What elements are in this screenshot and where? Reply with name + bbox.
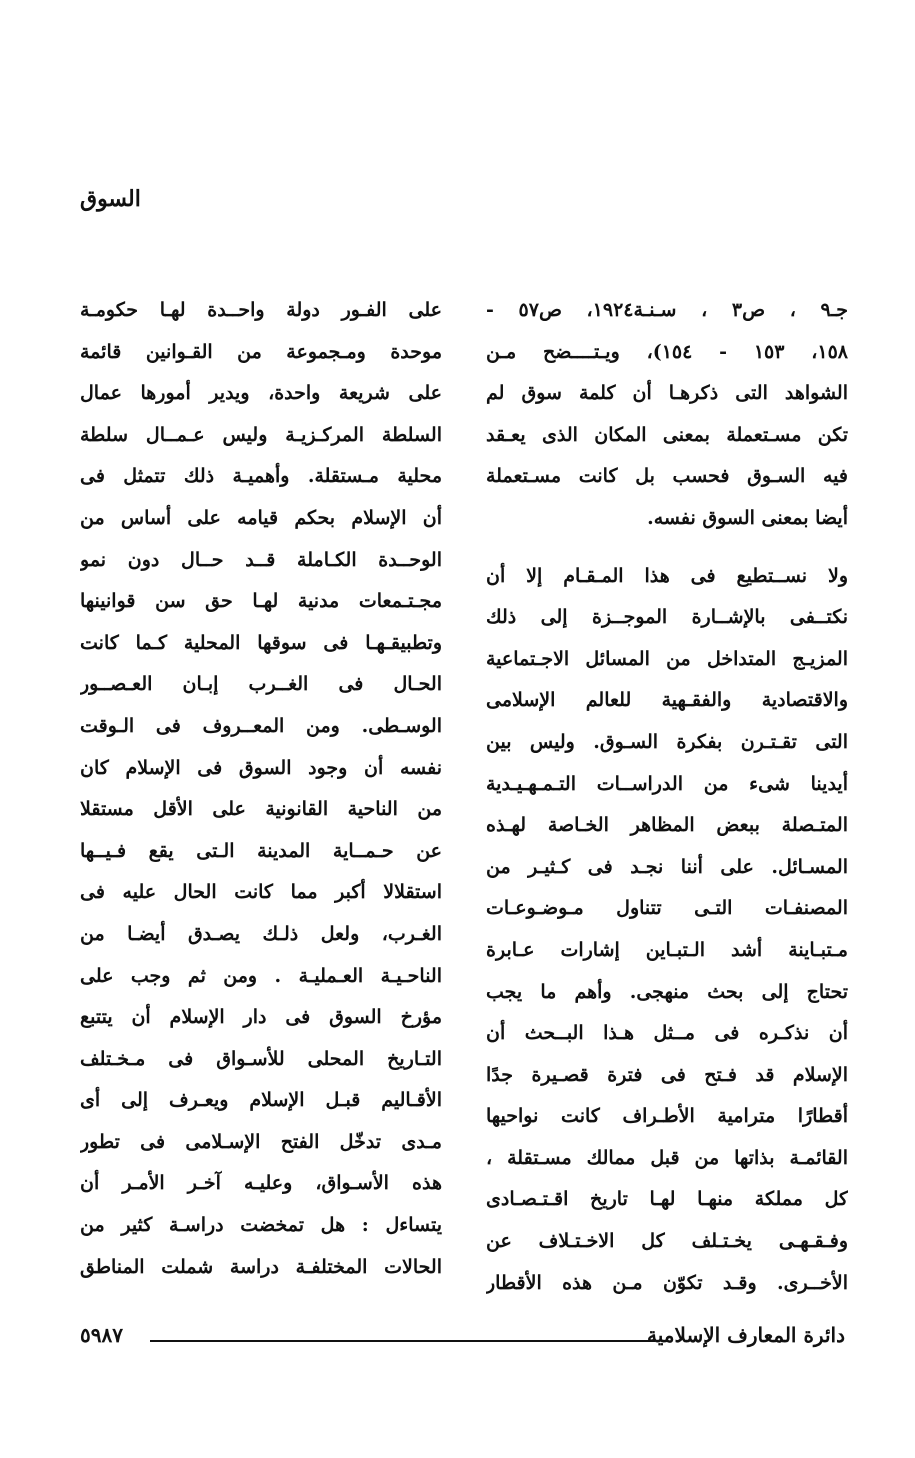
text-line: تكن مسـتعملة بمعنى المكان الذى يعـقد <box>486 423 848 446</box>
text-line: الحـال فى الغــرب إبـان العـصــور <box>80 673 442 696</box>
paragraph <box>486 290 848 540</box>
paragraph <box>80 290 442 1288</box>
text-line: موحدة ومـجموعة من القـوانين قائمة <box>80 340 442 363</box>
text-line: هذه الأسـواق، وعليـه آخـر الأمـر أن <box>80 1172 442 1195</box>
publication-title: دائرة المعارف الإسلامية <box>647 1323 845 1347</box>
text-line: المزيـج المتداخل من المسائل الاجـتماعية <box>486 647 848 670</box>
text-line: ولا نســتطيع فى هذا المـقـام إلا أن <box>486 564 848 587</box>
page-number: ٥٩٨٧ <box>80 1323 123 1347</box>
text-line: من الناحية القانونية على الأقل مستقلا <box>80 798 442 821</box>
text-line: أن الإسلام بحكم قيامه على أساس من <box>80 506 442 529</box>
paragraph <box>486 556 848 1305</box>
text-line: أيدينا شىء من الدراســات التـمـهـيـدية <box>486 772 848 795</box>
text-line: التـاريخ المحلى للأسـواق فى مـخـتلف <box>80 1047 442 1070</box>
paragraph-gap <box>486 540 848 556</box>
text-line: المصنفـات التـى تتناول مـوضـوعـات <box>486 897 848 920</box>
text-line: والاقتصادية والفقـهية للعالم الإسلامى <box>486 689 848 712</box>
page-footer <box>80 1320 845 1350</box>
text-line: على الفـور دولة واحــدة لهـا حكومـة <box>80 299 442 321</box>
left-column <box>80 290 442 1288</box>
text-line: الناحـيـة العـمليـة . ومن ثم وجب على <box>80 964 442 987</box>
text-line: ١٥٨، ١٥٣ - ١٥٤)، ويـتــــضح مـن <box>486 340 848 363</box>
text-line: المسـائل. على أننا نجـد فى كـثيـر من <box>486 855 848 878</box>
text-line: مجـتـمعات مدنية لهـا حق سن قوانينها <box>80 590 442 613</box>
text-line: الإسلام قد فـتح فى فترة قصـيرة جدًا <box>486 1063 848 1086</box>
text-line: الوسـطى. ومن المعــروف فى الـوقت <box>80 714 442 737</box>
text-line: مـتبـاينة أشد الـتبـاين إشارات عـابرة <box>486 938 848 961</box>
text-line: على شريعة واحدة، ويدير أمورها عمال <box>80 382 442 405</box>
text-line: جـ٩ ، ص٣ ، سـنـة١٩٢٤، ص٥٧ - <box>486 299 848 321</box>
text-line: الأخــرى. وقـد تكوّن مـن هذه الأقطار <box>486 1271 848 1294</box>
text-line: المتـصلة ببعض المظاهر الخـاصة لهـذه <box>486 814 848 837</box>
text-line: استقلالا أكبر مما كانت الحال عليه فى <box>80 881 442 904</box>
text-line: الأقـاليم قبـل الإسلام ويعـرف إلى أى <box>80 1089 442 1112</box>
text-line: كل مملكة منهـا لهـا تاريخ اقـتـصـادى <box>486 1188 848 1211</box>
text-line: الشواهد التى ذكرهـا أن كلمة سوق لم <box>486 382 848 405</box>
text-line: القائمـة بذاتها من قبل ممالك مسـتقلة ، <box>486 1146 848 1169</box>
text-line: السلطة المركـزيـة وليس عـمــال سلطة <box>80 423 442 446</box>
text-line: أيضا بمعنى السوق نفسه. <box>647 506 848 529</box>
text-line: يتساءل : هل تمخضت دراسـة كثير من <box>80 1214 442 1237</box>
text-line: نفسه أن وجود السوق فى الإسلام كان <box>80 756 442 779</box>
text-line: وفـقـهـى يخـتـلف كل الاخـتـلاف عن <box>486 1230 848 1253</box>
running-head: السوق <box>80 186 141 212</box>
text-line: نكتــفى بالإشــارة الموجــزة إلى ذلك <box>486 606 848 629</box>
text-line: الحالات المختلفـة دراسة شملت المناطق <box>80 1255 442 1278</box>
text-line: وتطبيقـهـا فى سوقها المحلية كـما كانت <box>80 631 442 654</box>
text-line: أن نذكـره فى مــثل هـذا البــحث أن <box>486 1022 848 1045</box>
text-line: الغـرب، ولعل ذلـك يصـدق أيضـا من <box>80 922 442 945</box>
text-line: تحتاج إلى بحث منهجى. وأهم ما يجب <box>486 980 848 1003</box>
text-line: عن حـمــاية المدينة الـتى يقع فـيــها <box>80 839 442 862</box>
text-line: أقطارًا مترامية الأطـراف كانت نواحيها <box>486 1105 848 1128</box>
right-column <box>486 290 848 1304</box>
text-line: مؤرخ السوق فى دار الإسلام أن يتتبع <box>80 1006 442 1029</box>
text-line: محلية مـستقلة. وأهميـة ذلك تتمثل فى <box>80 465 442 488</box>
text-line: الوحــدة الكـاملة قــد حــال دون نمو <box>80 548 442 571</box>
text-line: التى تقـتـرن بفكرة السـوق. وليس بين <box>486 730 848 753</box>
text-line: مـدى تدخّل الفتح الإسـلامى فى تطور <box>80 1130 442 1153</box>
text-line: فيه السـوق فحسب بل كانت مسـتعملة <box>486 465 848 488</box>
footer-rule <box>150 1340 655 1342</box>
